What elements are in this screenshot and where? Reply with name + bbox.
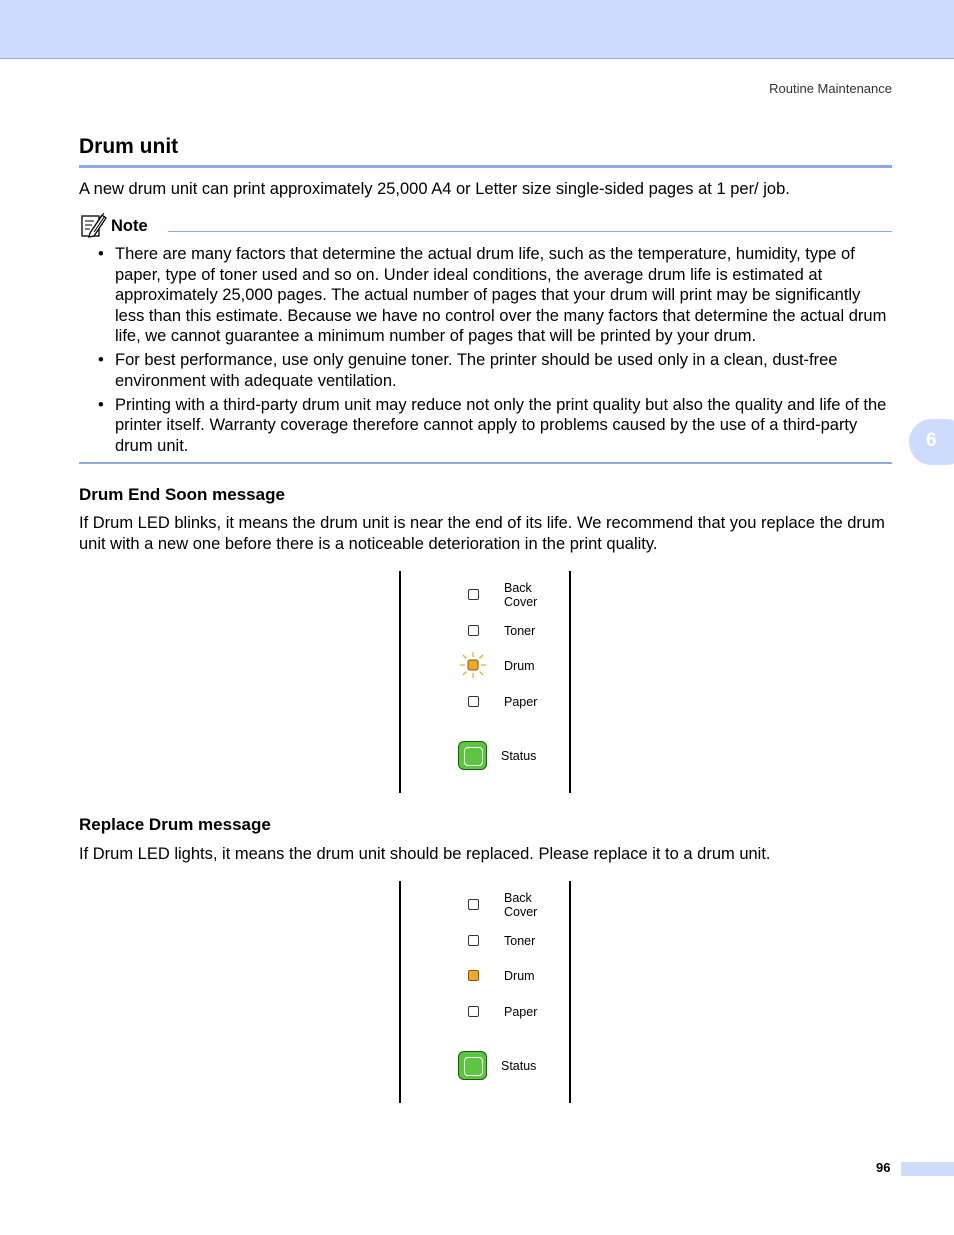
note-bullet-list [98, 244, 893, 460]
led-label: Drum [504, 659, 535, 673]
led-panel-drum-end-soon [399, 571, 571, 793]
led-off-indicator [468, 589, 479, 600]
note-rule [168, 231, 892, 232]
list-item: • Printing with a third-party drum unit may reduce not only the print quality but also the quality and life of the printer itself. Warranty coverage therefore cannot apply to problems caused by the use of a third-party drum unit. [98, 395, 887, 455]
led-label: Paper [504, 695, 538, 709]
bullet-text: For best performance, use only genuine toner. The printer should be used only in a clean, dust-free environment with adequate ventilation. [115, 351, 838, 390]
page-number-bar [901, 1162, 954, 1176]
led-label: Toner [504, 934, 536, 948]
status-led-button [458, 1051, 487, 1080]
note-end-rule [79, 462, 892, 464]
drum-end-soon-heading: Drum End Soon message [79, 485, 285, 504]
status-label: Status [501, 749, 537, 763]
led-label: Paper [504, 1005, 538, 1019]
intro-paragraph: A new drum unit can print approximately 25,000 A4 or Letter size single-sided pages at 1 per/ job. [79, 180, 790, 198]
status-led-button [458, 741, 487, 770]
led-on-indicator [468, 970, 479, 981]
note-label: Note [111, 217, 148, 235]
drum-end-soon-paragraph: If Drum LED blinks, it means the drum unit is near the end of its life. We recommend that you replace the drum unit with a new one before there is a noticeable deterioration in the print quality. [79, 514, 885, 553]
led-off-indicator [468, 899, 479, 910]
led-off-indicator [468, 696, 479, 707]
replace-drum-heading: Replace Drum message [79, 815, 271, 834]
led-label: Drum [504, 969, 535, 983]
note-pencil-icon [80, 211, 108, 239]
chapter-number: 6 [926, 430, 937, 451]
bullet-text: There are many factors that determine the actual drum life, such as the temperature, humidity, type of paper, type of toner used and so on. Under ideal conditions, the average drum life is estimated at approximately 25,000 pages. The actual number of pages that your drum will print may be significantly less than this estimate. Because we have no control over the many factors that determine the actual drum life, we cannot guarantee a minimum number of pages that will be printed by your drum. [115, 245, 887, 345]
led-blinking-icon [460, 652, 486, 678]
led-off-indicator [468, 625, 479, 636]
running-head: Routine Maintenance [769, 81, 892, 96]
note-header [80, 211, 892, 239]
led-off-indicator [468, 1006, 479, 1017]
header-band [0, 0, 954, 59]
replace-drum-paragraph: If Drum LED lights, it means the drum unit should be replaced. Please replace it to a drum unit. [79, 845, 771, 863]
led-label: Back Cover [504, 581, 538, 609]
section-title: Drum unit [79, 135, 179, 158]
led-off-indicator [468, 935, 479, 946]
status-label: Status [501, 1059, 537, 1073]
led-label: Back Cover [504, 891, 538, 919]
led-panel-replace-drum [399, 881, 571, 1103]
led-label: Toner [504, 624, 536, 638]
list-item: • There are many factors that determine the actual drum life, such as the temperature, humidity, type of paper, type of toner used and so on. Under ideal conditions, the average drum life is estimated at approximately 25,000 pages. The actual number of pages that your drum will print may be significantly less than this estimate. Because we have no control over the many factors that determine the actual drum life, we cannot guarantee a minimum number of pages that will be printed by your drum. [98, 245, 887, 345]
bullet-text: Printing with a third-party drum unit may reduce not only the print quality but also the quality and life of the printer itself. Warranty coverage therefore cannot apply to problems caused by the use of a third-party drum unit. [115, 395, 887, 455]
page-number: 96 [876, 1160, 891, 1175]
chapter-tab [909, 419, 954, 465]
list-item: • For best performance, use only genuine toner. The printer should be used only in a clean, dust-free environment with adequate ventilation. [98, 351, 838, 390]
title-rule [79, 165, 892, 168]
